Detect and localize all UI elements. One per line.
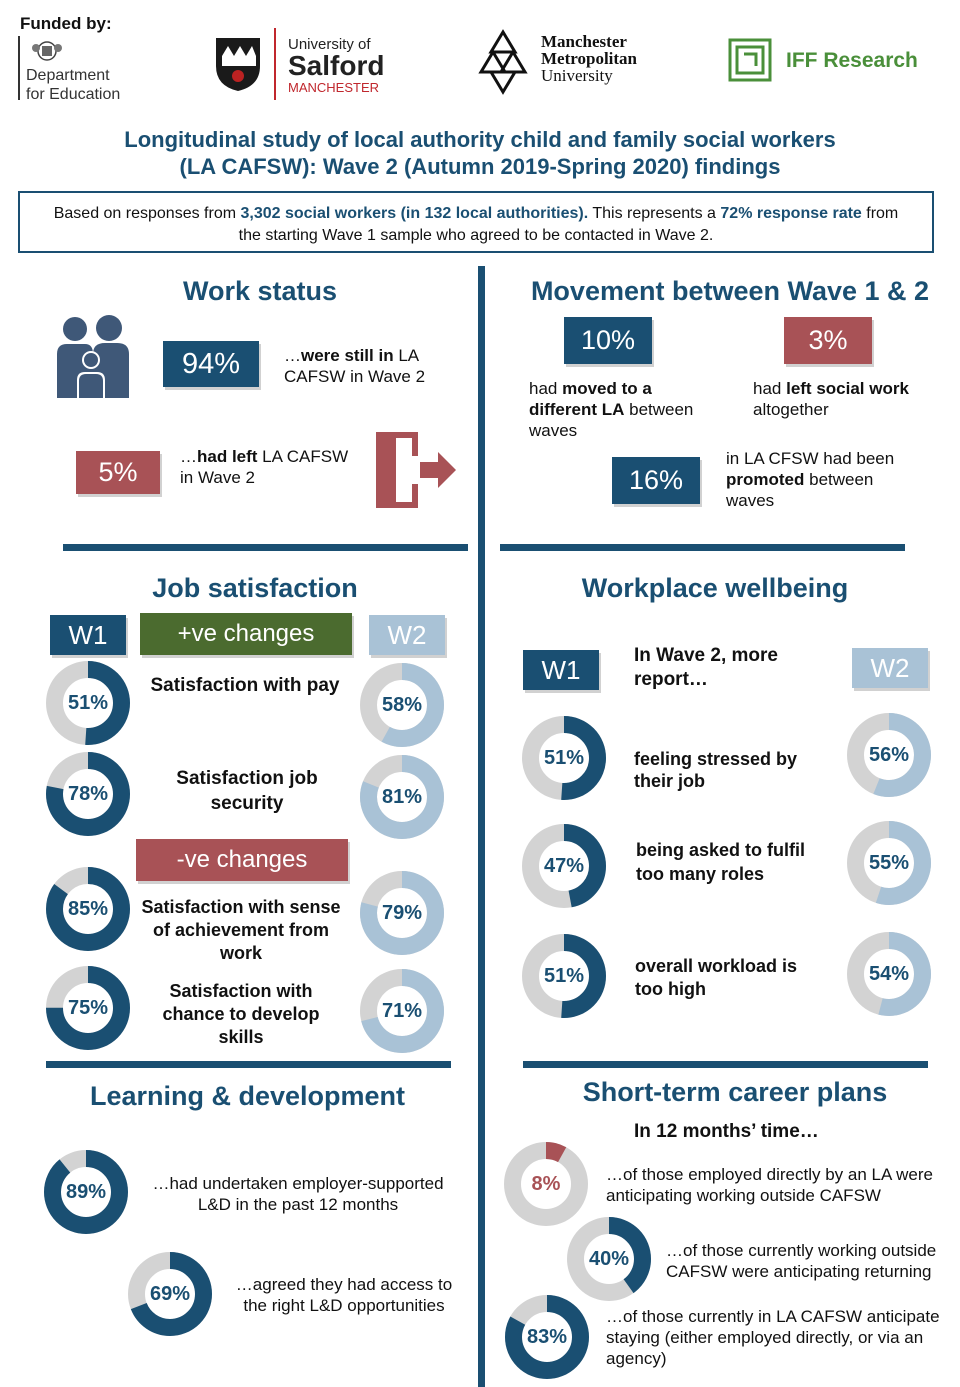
wb-roles-w2-donut: 55% xyxy=(847,821,931,905)
salford-logo: University of Salford MANCHESTER xyxy=(214,28,384,100)
family-icon xyxy=(55,314,131,400)
js-achievement-w2-donut: 79% xyxy=(360,871,444,955)
wellbeing-title: Workplace wellbeing xyxy=(581,573,849,603)
js-w1-label: W1 xyxy=(50,615,126,655)
js-pay-label: Satisfaction with pay xyxy=(150,675,340,696)
wb-w1-label: W1 xyxy=(523,650,599,690)
js-skills-label: Satisfaction with chance to develop skills xyxy=(162,981,320,1047)
mmu-logo: Manchester Metropolitan University xyxy=(473,28,673,100)
js-pay-w2-donut: 58% xyxy=(360,663,444,747)
page-title: Longitudinal study of local authority child and family social workers (LA CAFSW): Wave 2 (Autumn 2019-Spring 2020) findings xyxy=(124,127,836,179)
career-subtitle: In 12 months’ time… xyxy=(634,1121,819,1142)
wb-workload-w2-donut: 54% xyxy=(847,932,931,1016)
exit-door-icon xyxy=(372,430,458,510)
wb-stressed-w2-donut: 56% xyxy=(847,713,931,797)
wb-stressed-w1-donut: 51% xyxy=(522,716,606,800)
ld-access-donut: 69% xyxy=(128,1252,212,1336)
js-security-label: Satisfaction job security xyxy=(176,768,318,814)
divider-right-2 xyxy=(523,1061,928,1068)
career-staying-label: …of those currently in LA CAFSW anticipate staying (either employed directly, or via an agency) xyxy=(606,1307,940,1368)
stat-moved-la: 10% xyxy=(564,317,652,364)
iff-logo: IFF Research xyxy=(728,38,918,84)
ld-undertaken-label: …had undertaken employer-supported L&D in the past 12 months xyxy=(152,1174,444,1214)
js-pay-w1-donut: 51% xyxy=(46,661,130,745)
intro-text: Based on responses from 3,302 social workers (in 132 local authorities). This represents a 72% response rate from the starting Wave 1 sample who agreed to be contacted in Wave 2. xyxy=(53,205,899,244)
stat-promoted: 16% xyxy=(612,457,700,504)
job-satisfaction-title: Job satisfaction xyxy=(152,573,358,603)
wb-w2-label: W2 xyxy=(852,648,928,688)
stat-left-cafsw: 5% xyxy=(76,451,160,494)
positive-changes-label: +ve changes xyxy=(140,613,352,655)
crest-icon xyxy=(30,38,64,62)
stat-still-in-cafsw: 94% xyxy=(163,341,259,387)
wb-stressed-label: feeling stressed by their job xyxy=(634,749,798,791)
movement-title: Movement between Wave 1 & 2 xyxy=(530,276,930,306)
salford-shield-icon xyxy=(214,36,262,92)
js-achievement-label: Satisfaction with sense of achievement from work xyxy=(141,897,341,963)
career-outside-donut: 8% xyxy=(504,1142,588,1226)
stat-still-in-cafsw-label: …were still in LA CAFSW in Wave 2 xyxy=(284,346,426,386)
ld-undertaken-donut: 89% xyxy=(44,1150,128,1234)
center-divider xyxy=(478,266,485,1387)
stat-left-social-work-label: had left social work altogether xyxy=(753,379,909,419)
js-achievement-w1-donut: 85% xyxy=(46,867,130,951)
wb-workload-label: overall workload is too high xyxy=(635,956,798,999)
js-w2-label: W2 xyxy=(369,615,445,655)
mmu-emblem-icon xyxy=(473,28,533,96)
stat-moved-la-label: had moved to a different LA between waves xyxy=(529,379,694,440)
divider-right-1 xyxy=(500,544,905,551)
wb-workload-w1-donut: 51% xyxy=(522,934,606,1018)
js-security-w2-donut: 81% xyxy=(360,755,444,839)
wb-roles-label: being asked to fulfil too many roles xyxy=(636,840,806,884)
js-skills-w1-donut: 75% xyxy=(46,966,130,1050)
stat-promoted-label: in LA CFSW had been promoted between waves xyxy=(726,449,895,510)
divider-left-1 xyxy=(63,544,468,551)
career-outside-label: …of those employed directly by an LA were anticipating working outside CAFSW xyxy=(606,1165,933,1205)
negative-changes-label: -ve changes xyxy=(136,839,348,881)
work-status-title: Work status xyxy=(182,276,338,306)
dfe-logo: Department for Education xyxy=(18,36,133,104)
intro-box xyxy=(18,191,934,253)
stat-left-social-work: 3% xyxy=(784,317,872,364)
career-returning-label: …of those currently working outside CAFSW were anticipating returning xyxy=(666,1241,937,1281)
ld-access-label: …agreed they had access to the right L&D opportunities xyxy=(235,1275,453,1315)
career-staying-donut: 83% xyxy=(505,1295,589,1379)
wb-roles-w1-donut: 47% xyxy=(522,824,606,908)
stat-left-cafsw-label: …had left LA CAFSW in Wave 2 xyxy=(180,447,349,487)
career-title: Short-term career plans xyxy=(582,1077,888,1107)
divider-left-2 xyxy=(46,1061,451,1068)
js-skills-w2-donut: 71% xyxy=(360,969,444,1053)
js-security-w1-donut: 78% xyxy=(46,752,130,836)
iff-emblem-icon xyxy=(728,38,780,82)
funded-by-label: Funded by: xyxy=(20,14,112,33)
learning-title: Learning & development xyxy=(89,1081,406,1111)
career-returning-donut: 40% xyxy=(567,1217,651,1301)
wb-intro: In Wave 2, more report… xyxy=(634,645,778,690)
